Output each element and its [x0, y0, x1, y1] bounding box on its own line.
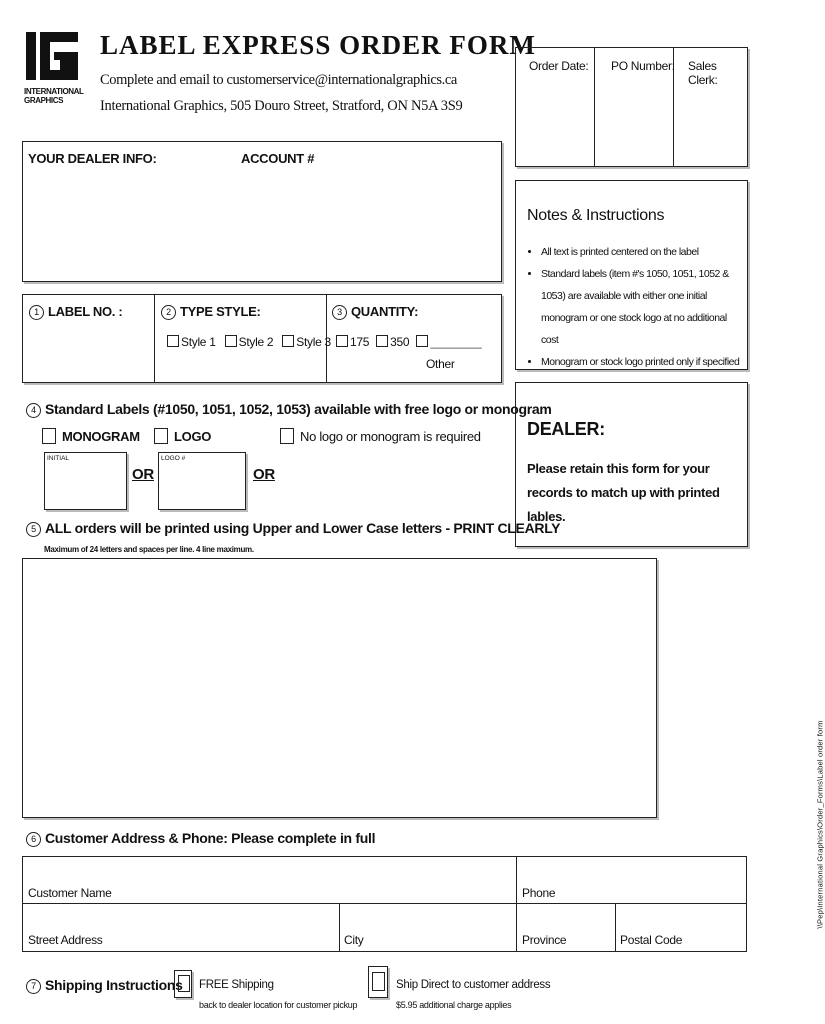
label-no-label: LABEL NO. :	[48, 304, 123, 319]
notes-list	[527, 241, 741, 373]
city-field[interactable]: City	[344, 933, 364, 947]
ship-direct-title: Ship Direct to customer address	[396, 979, 551, 991]
account-number-label: ACCOUNT #	[241, 151, 315, 166]
company-logo	[24, 32, 84, 106]
notes-box	[515, 180, 748, 370]
free-shipping-title: FREE Shipping	[199, 979, 274, 991]
type-style-heading	[161, 304, 261, 320]
step4-label: Standard Labels (#1050, 1051, 1052, 1053) available with free logo or monogram	[45, 401, 552, 417]
customer-name-field[interactable]: Customer Name	[28, 886, 112, 900]
step5-subtext: Maximum of 24 letters and spaces per line. 4 line maximum.	[44, 545, 254, 554]
order-info-box	[515, 47, 748, 167]
step5-heading	[26, 520, 560, 537]
dealer-note-body: Please retain this form for your records to match up with printed lables.	[527, 461, 720, 524]
street-address-field[interactable]: Street Address	[28, 933, 103, 947]
label-no-field[interactable]	[29, 304, 122, 320]
sales-clerk-field[interactable]: Sales Clerk:	[688, 59, 718, 87]
form-title: LABEL EXPRESS ORDER FORM	[100, 30, 536, 60]
note-item: • Standard labels (item #'s 1050, 1051, 1052 & 1053) are available with either one initial monogram or one stock logo at no additional cost	[541, 263, 741, 351]
step6-heading	[26, 830, 375, 847]
label-text-area[interactable]	[22, 558, 657, 818]
free-shipping-checkbox[interactable]	[174, 970, 192, 998]
type-style-options	[167, 335, 331, 349]
logo-number-input[interactable]: LOGO #	[158, 452, 246, 510]
po-number-field[interactable]: PO Number:	[611, 59, 675, 73]
free-shipping-sub: back to dealer location for customer pickup	[199, 1000, 358, 1010]
step-number: 5	[26, 522, 41, 537]
phone-field[interactable]: Phone	[522, 886, 556, 900]
qty-175-checkbox[interactable]: 175	[336, 335, 369, 349]
postal-code-field[interactable]: Postal Code	[620, 933, 683, 947]
step4-heading	[26, 401, 551, 418]
quantity-options	[336, 335, 481, 349]
step5-label: ALL orders will be printed using Upper and Lower Case letters - PRINT CLEARLY	[45, 520, 561, 536]
notes-title: Notes & Instructions	[527, 207, 665, 224]
logo-option[interactable]: LOGO	[154, 428, 211, 444]
or-label: OR	[253, 466, 275, 483]
header-email-line: Complete and email to customerservice@internationalgraphics.ca	[100, 72, 457, 88]
step6-label: Customer Address & Phone: Please complete in full	[45, 830, 376, 846]
ship-direct-checkbox[interactable]	[368, 966, 388, 998]
style-2-checkbox[interactable]: Style 2	[225, 335, 274, 349]
steps-1-3-box	[22, 294, 502, 383]
header-address-line: International Graphics, 505 Douro Street, Stratford, ON N5A 3S9	[100, 98, 463, 114]
type-style-label: TYPE STYLE:	[180, 304, 261, 319]
style-1-checkbox[interactable]: Style 1	[167, 335, 216, 349]
step7-heading	[26, 977, 183, 994]
qty-other-label: Other	[426, 357, 455, 371]
monogram-option[interactable]: MONOGRAM	[42, 428, 140, 444]
dealer-info-label: YOUR DEALER INFO:	[28, 151, 157, 166]
step-number: 6	[26, 832, 41, 847]
initial-input[interactable]: INITIAL	[44, 452, 127, 510]
step-number: 1	[29, 305, 44, 320]
quantity-heading	[332, 304, 418, 320]
style-3-checkbox[interactable]: Style 3	[282, 335, 331, 349]
step-number: 7	[26, 979, 41, 994]
no-logo-option[interactable]: No logo or monogram is required	[280, 428, 481, 444]
step-number: 3	[332, 305, 347, 320]
dealer-note-title: DEALER:	[527, 419, 605, 439]
step7-label: Shipping Instructions	[45, 977, 183, 993]
step-number: 2	[161, 305, 176, 320]
province-field[interactable]: Province	[522, 933, 567, 947]
step-number: 4	[26, 403, 41, 418]
order-date-field[interactable]: Order Date:	[529, 59, 589, 73]
ship-direct-sub: $5.95 additional charge applies	[396, 1000, 512, 1010]
dealer-info-box[interactable]	[22, 141, 502, 282]
logo-text: INTERNATIONAL GRAPHICS	[24, 87, 84, 105]
or-label: OR	[132, 466, 154, 483]
quantity-label: QUANTITY:	[351, 304, 419, 319]
customer-address-table	[22, 856, 747, 952]
note-item: • Monogram or stock logo printed only if specified	[541, 351, 741, 373]
qty-other-checkbox[interactable]: ________	[416, 335, 481, 349]
note-item: • All text is printed centered on the label	[541, 241, 741, 263]
qty-350-checkbox[interactable]: 350	[376, 335, 409, 349]
file-path-note: \\Pep\International Graphics\Order_Forms\Label order form	[815, 720, 825, 929]
